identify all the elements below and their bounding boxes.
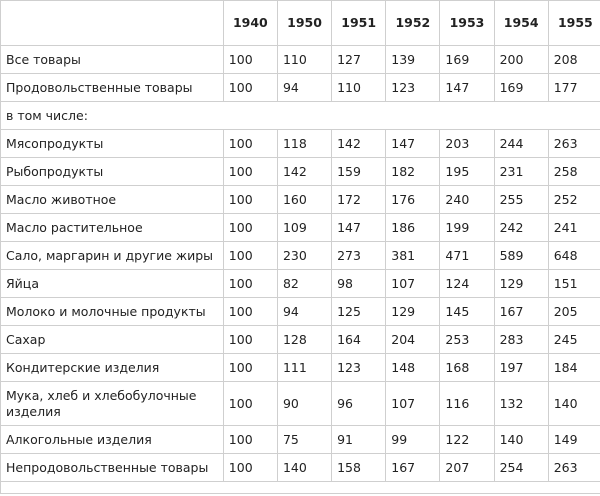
index-value-cell: 100	[223, 214, 277, 242]
index-value-cell: 128	[277, 326, 331, 354]
row-label: Масло животное	[1, 186, 224, 214]
index-value-cell: 240	[440, 186, 494, 214]
table-row	[1, 354, 600, 382]
year-header: 1952	[386, 1, 440, 46]
index-value-cell: 140	[548, 382, 600, 426]
table-row	[1, 298, 600, 326]
index-value-cell: 100	[223, 298, 277, 326]
index-value-cell: 151	[548, 270, 600, 298]
index-value-cell: 100	[223, 186, 277, 214]
index-value-cell: 100	[223, 242, 277, 270]
index-value-cell: 99	[386, 426, 440, 454]
index-value-cell: 142	[332, 130, 386, 158]
index-value-cell: 252	[548, 186, 600, 214]
index-value-cell: 90	[277, 382, 331, 426]
index-value-cell: 142	[277, 158, 331, 186]
index-value-cell: 109	[277, 214, 331, 242]
row-label: Кондитерские изделия	[1, 354, 224, 382]
index-value-cell: 168	[440, 354, 494, 382]
index-value-cell: 203	[440, 130, 494, 158]
table-row	[1, 382, 600, 426]
index-value-cell: 94	[277, 298, 331, 326]
row-label: Рыбопродукты	[1, 158, 224, 186]
index-value-cell: 204	[386, 326, 440, 354]
index-value-cell: 100	[223, 382, 277, 426]
index-value-cell: 283	[494, 326, 548, 354]
index-value-cell: 263	[548, 454, 600, 482]
index-value-cell: 149	[548, 426, 600, 454]
index-value-cell: 98	[332, 270, 386, 298]
index-value-cell: 139	[386, 46, 440, 74]
index-value-cell: 100	[223, 454, 277, 482]
index-value-cell: 100	[223, 130, 277, 158]
table-row	[1, 186, 600, 214]
index-value-cell: 195	[440, 158, 494, 186]
index-value-cell: 147	[386, 130, 440, 158]
index-value-cell: 147	[332, 214, 386, 242]
row-label: Мука, хлеб и хлебобулочные изделия	[1, 382, 224, 426]
index-value-cell: 648	[548, 242, 600, 270]
index-value-cell: 199	[440, 214, 494, 242]
row-label: Непродовольственные товары	[1, 454, 224, 482]
table-end-cell	[1, 482, 600, 494]
index-value-cell: 253	[440, 326, 494, 354]
row-label: Яйца	[1, 270, 224, 298]
index-value-cell: 164	[332, 326, 386, 354]
index-value-cell: 100	[223, 326, 277, 354]
index-value-cell: 167	[386, 454, 440, 482]
index-value-cell: 107	[386, 270, 440, 298]
index-value-cell: 129	[494, 270, 548, 298]
index-value-cell: 245	[548, 326, 600, 354]
index-value-cell: 118	[277, 130, 331, 158]
row-label: Сало, маргарин и другие жиры	[1, 242, 224, 270]
index-value-cell: 100	[223, 46, 277, 74]
index-value-cell: 107	[386, 382, 440, 426]
index-value-cell: 172	[332, 186, 386, 214]
header-row	[1, 1, 600, 46]
table-row	[1, 454, 600, 482]
table-row	[1, 270, 600, 298]
index-value-cell: 100	[223, 74, 277, 102]
index-value-cell: 177	[548, 74, 600, 102]
index-value-cell: 124	[440, 270, 494, 298]
row-label: Сахар	[1, 326, 224, 354]
index-value-cell: 589	[494, 242, 548, 270]
corner-cell	[1, 1, 224, 46]
index-value-cell: 122	[440, 426, 494, 454]
index-value-cell: 263	[548, 130, 600, 158]
index-value-cell: 231	[494, 158, 548, 186]
table-row	[1, 74, 600, 102]
index-value-cell: 208	[548, 46, 600, 74]
index-value-cell: 123	[386, 74, 440, 102]
index-value-cell: 205	[548, 298, 600, 326]
row-label: Продовольственные товары	[1, 74, 224, 102]
table-body-bottom	[1, 130, 600, 482]
index-value-cell: 244	[494, 130, 548, 158]
index-value-cell: 100	[223, 426, 277, 454]
index-value-cell: 242	[494, 214, 548, 242]
index-value-cell: 132	[494, 382, 548, 426]
index-value-cell: 381	[386, 242, 440, 270]
table-row	[1, 158, 600, 186]
index-value-cell: 169	[494, 74, 548, 102]
index-value-cell: 148	[386, 354, 440, 382]
index-value-cell: 230	[277, 242, 331, 270]
index-value-cell: 145	[440, 298, 494, 326]
year-header: 1955	[548, 1, 600, 46]
row-label: Масло растительное	[1, 214, 224, 242]
year-header: 1950	[277, 1, 331, 46]
index-value-cell: 160	[277, 186, 331, 214]
index-value-cell: 123	[332, 354, 386, 382]
index-value-cell: 159	[332, 158, 386, 186]
section-label: в том числе:	[1, 102, 600, 130]
index-value-cell: 200	[494, 46, 548, 74]
index-value-cell: 100	[223, 158, 277, 186]
index-value-cell: 241	[548, 214, 600, 242]
index-value-cell: 197	[494, 354, 548, 382]
index-value-cell: 273	[332, 242, 386, 270]
index-value-cell: 207	[440, 454, 494, 482]
row-label: Молоко и молочные продукты	[1, 298, 224, 326]
table-row	[1, 242, 600, 270]
index-value-cell: 129	[386, 298, 440, 326]
index-value-cell: 75	[277, 426, 331, 454]
index-value-cell: 184	[548, 354, 600, 382]
index-value-cell: 127	[332, 46, 386, 74]
table-row	[1, 130, 600, 158]
table-row	[1, 426, 600, 454]
index-value-cell: 182	[386, 158, 440, 186]
index-value-cell: 254	[494, 454, 548, 482]
index-value-cell: 140	[277, 454, 331, 482]
year-header: 1951	[332, 1, 386, 46]
index-value-cell: 110	[332, 74, 386, 102]
row-label: Все товары	[1, 46, 224, 74]
row-label: Мясопродукты	[1, 130, 224, 158]
index-value-cell: 91	[332, 426, 386, 454]
index-value-cell: 147	[440, 74, 494, 102]
index-value-cell: 176	[386, 186, 440, 214]
index-value-cell: 94	[277, 74, 331, 102]
table-end-row	[1, 482, 600, 494]
year-header: 1954	[494, 1, 548, 46]
row-label: Алкогольные изделия	[1, 426, 224, 454]
index-value-cell: 125	[332, 298, 386, 326]
year-header: 1953	[440, 1, 494, 46]
index-value-cell: 186	[386, 214, 440, 242]
table-row	[1, 46, 600, 74]
index-value-cell: 471	[440, 242, 494, 270]
section-row	[1, 102, 600, 130]
index-value-cell: 110	[277, 46, 331, 74]
index-value-cell: 111	[277, 354, 331, 382]
table-row	[1, 326, 600, 354]
index-value-cell: 140	[494, 426, 548, 454]
index-value-cell: 158	[332, 454, 386, 482]
index-value-cell: 258	[548, 158, 600, 186]
table-section	[1, 102, 600, 130]
index-value-cell: 82	[277, 270, 331, 298]
index-value-cell: 169	[440, 46, 494, 74]
index-value-cell: 100	[223, 270, 277, 298]
table-body-top	[1, 46, 600, 102]
index-value-cell: 100	[223, 354, 277, 382]
index-value-cell: 255	[494, 186, 548, 214]
index-value-cell: 96	[332, 382, 386, 426]
index-value-cell: 116	[440, 382, 494, 426]
year-header: 1940	[223, 1, 277, 46]
table-row	[1, 214, 600, 242]
index-value-cell: 167	[494, 298, 548, 326]
